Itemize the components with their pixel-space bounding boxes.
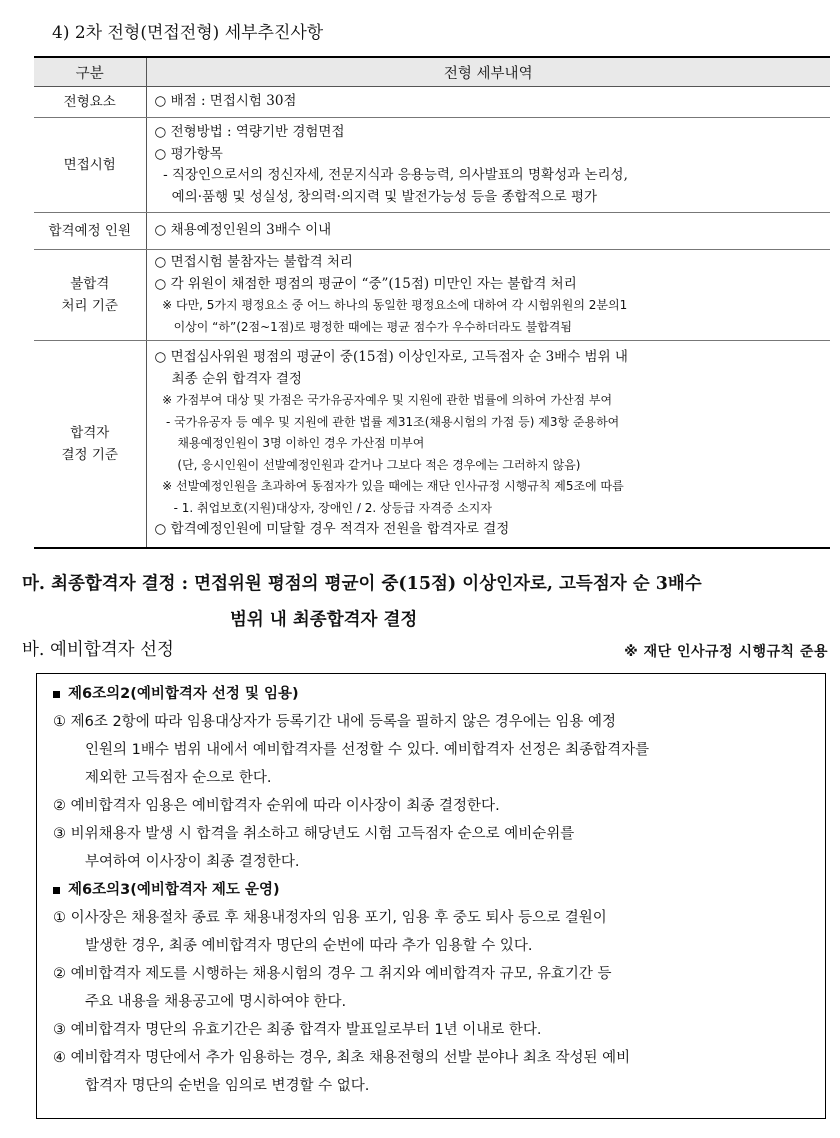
final-pass-line: 범위 내 최종합격자 결정: [230, 610, 418, 630]
row-content: [146, 213, 830, 250]
content-line: ○ 합격예정인원에 미달할 경우 적격자 전원을 합격자로 결정: [154, 521, 510, 538]
square-bullet-icon: [53, 887, 60, 894]
content-line: ○ 면접심사위원 평점의 평균이 중(15점) 이상인자로, 고득점자 순 3배수 범위 내: [154, 349, 628, 366]
final-pass-decision: [22, 566, 702, 638]
square-bullet-icon: [53, 691, 60, 698]
item-line: ② 예비합격자 제도를 시행하는 채용시험의 경우 그 취지와 예비합격자 규모, 유효기간 등: [53, 966, 612, 982]
item-line: 발생한 경우, 최종 예비합격자 명단의 순번에 따라 추가 임용할 수 있다.: [85, 938, 533, 954]
label-line: 전형요소: [63, 94, 116, 110]
article-heading-text: 제6조의3(예비합격자 제도 운영): [68, 882, 280, 898]
item-line: ① 이사장은 채용절차 종료 후 채용내정자의 임용 포기, 임용 후 중도 퇴사 등으로 결원이: [53, 910, 607, 926]
list-item: [53, 792, 813, 820]
content-line: ○ 평가항목: [154, 145, 223, 162]
content-line: ○ 전형방법 : 역량기반 경험면접: [154, 124, 345, 140]
row-content: [146, 250, 830, 341]
interview-detail-table: [34, 56, 830, 549]
content-line: 이상이 “하”(2점~1점)로 평정한 때에는 평균 점수가 우수하더라도 불합격됨: [154, 319, 572, 334]
label-line: 합격예정 인원: [48, 223, 132, 239]
content-line: 예의·품행 및 성실성, 창의력·의지력 및 발전가능성 등을 종합적으로 평가: [154, 188, 598, 205]
table-row: [34, 250, 830, 341]
table-header-row: [34, 57, 830, 87]
row-content: [146, 118, 830, 213]
table-row: [34, 118, 830, 213]
list-item: [53, 820, 813, 876]
table-row: [34, 213, 830, 250]
item-line: 부여하여 이사장이 최종 결정한다.: [85, 854, 300, 870]
row-content: [146, 87, 830, 118]
row-label: [34, 87, 146, 118]
item-line: ④ 예비합격자 명단에서 추가 임용하는 경우, 최초 채용전형의 선발 분야나 최초 작성된 예비: [53, 1050, 631, 1066]
article-heading-text: 제6조의2(예비합격자 선정 및 임용): [68, 686, 299, 702]
item-line: 인원의 1배수 범위 내에서 예비합격자를 선정할 수 있다. 예비합격자 선정은 최종합격자를: [85, 742, 650, 758]
list-item: [53, 904, 813, 960]
row-label: [34, 341, 146, 549]
reserve-selection-heading: [22, 637, 828, 663]
content-line: (단, 응시인원이 선발예정인원과 같거나 그보다 적은 경우에는 그러하지 않음): [154, 457, 581, 472]
row-label: [34, 250, 146, 341]
section-title: 4) 2차 전형(면접전형) 세부추진사항: [52, 23, 324, 43]
final-pass-line: 마. 최종합격자 결정 : 면접위원 평점의 평균이 중(15점) 이상인자로, 고득점자 순 3배수: [22, 574, 702, 594]
regulation-note: ※ 재단 인사규정 시행규칙 준용: [624, 644, 828, 660]
article-heading: [53, 876, 813, 904]
item-line: 합격자 명단의 순번을 임의로 변경할 수 없다.: [85, 1078, 370, 1094]
content-line: ○ 채용예정인원의 3배수 이내: [154, 222, 332, 239]
list-item: [53, 1044, 813, 1100]
row-label: [34, 118, 146, 213]
item-line: ③ 예비합격자 명단의 유효기간은 최종 합격자 발표일로부터 1년 이내로 한다.: [53, 1022, 542, 1038]
content-line: ○ 배점 : 면접시험 30점: [154, 93, 297, 110]
header-detail: 전형 세부내역: [146, 57, 830, 87]
row-content: [146, 341, 830, 549]
item-line: 주요 내용을 채용공고에 명시하여야 한다.: [85, 994, 347, 1010]
table-row: [34, 87, 830, 118]
list-item: [53, 1016, 813, 1044]
header-category: 구분: [34, 57, 146, 87]
content-line: ○ 면접시험 불참자는 불합격 처리: [154, 254, 353, 270]
content-line: 채용예정인원이 3명 이하인 경우 가산점 미부여: [154, 436, 425, 451]
content-line: ※ 선발예정인원을 초과하여 동점자가 있을 때에는 재단 인사규정 시행규칙 제5조에 따름: [154, 479, 624, 494]
regulation-box: [36, 673, 826, 1119]
table-row: [34, 341, 830, 549]
item-line: ② 예비합격자 임용은 예비합격자 순위에 따라 이사장이 최종 결정한다.: [53, 798, 500, 814]
label-line: 합격자: [70, 425, 110, 441]
content-line: ※ 가점부여 대상 및 가점은 국가유공자예우 및 지원에 관한 법률에 의하여 가산점 부여: [154, 393, 613, 408]
row-label: [34, 213, 146, 250]
list-item: [53, 960, 813, 1016]
list-item: [53, 708, 813, 792]
item-line: ① 제6조 2항에 따라 임용대상자가 등록기간 내에 등록을 필하지 않은 경우에는 임용 예정: [53, 714, 616, 730]
label-line: 처리 기준: [61, 298, 118, 314]
content-line: - 직장인으로서의 정신자세, 전문지식과 응용능력, 의사발표의 명확성과 논리성,: [154, 167, 628, 183]
label-line: 결정 기준: [61, 447, 118, 463]
label-line: 불합격: [70, 276, 110, 292]
content-line: ○ 각 위원이 채점한 평점의 평균이 “중”(15점) 미만인 자는 불합격 처리: [154, 275, 577, 292]
item-line: ③ 비위채용자 발생 시 합격을 취소하고 해당년도 시험 고득점자 순으로 예비순위를: [53, 826, 575, 842]
content-line: 최종 순위 합격자 결정: [154, 370, 302, 387]
label-line: 면접시험: [63, 157, 116, 173]
reserve-selection-title: 바. 예비합격자 선정: [22, 640, 174, 660]
content-line: - 1. 취업보호(지원)대상자, 장애인 / 2. 상등급 자격증 소지자: [154, 500, 492, 515]
article-heading: [53, 680, 813, 708]
content-line: - 국가유공자 등 예우 및 지원에 관한 법률 제31조(채용시험의 가점 등) 제3항 준용하여: [154, 414, 620, 429]
item-line: 제외한 고득점자 순으로 한다.: [85, 770, 272, 786]
content-line: ※ 다만, 5가지 평정요소 중 어느 하나의 동일한 평정요소에 대하여 각 시험위원의 2분의1: [154, 298, 628, 312]
